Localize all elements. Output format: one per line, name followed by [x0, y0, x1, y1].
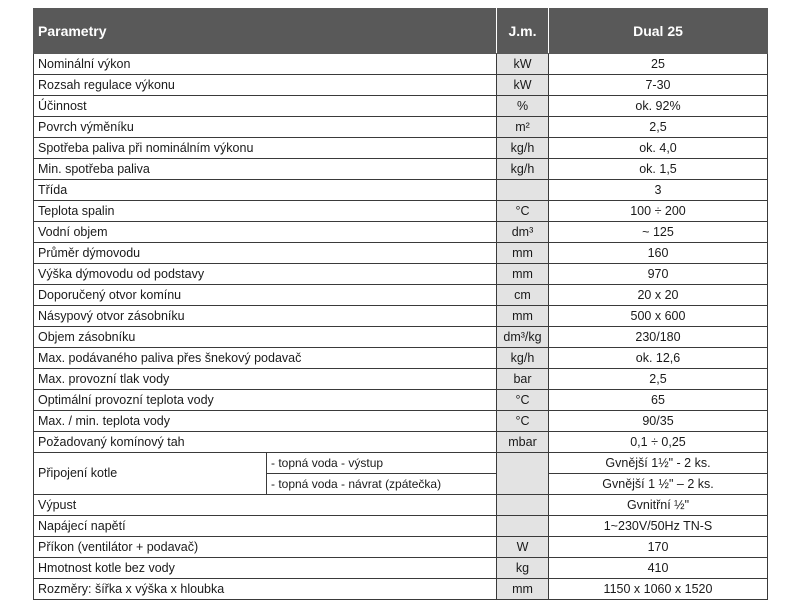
table-row [34, 390, 768, 411]
row-value: ok. 4,0 [549, 138, 768, 159]
table-row [34, 180, 768, 201]
row-value: 0,1 ÷ 0,25 [549, 432, 768, 453]
table-row [34, 222, 768, 243]
table-row [34, 306, 768, 327]
row-value: Gvnitřní ½" [549, 495, 768, 516]
row-value: 230/180 [549, 327, 768, 348]
row-unit: bar [497, 369, 549, 390]
row-unit: kW [497, 75, 549, 96]
row-value: 3 [549, 180, 768, 201]
table-row [34, 285, 768, 306]
row-param: Nominální výkon [34, 54, 497, 75]
row-value: 160 [549, 243, 768, 264]
row-unit: mbar [497, 432, 549, 453]
table-row [34, 54, 768, 75]
header-model-value: Dual 25 [549, 9, 768, 54]
row-param: Objem zásobníku [34, 327, 497, 348]
row-param: Účinnost [34, 96, 497, 117]
row-unit: % [497, 96, 549, 117]
row-sub-param: - topná voda - výstup [267, 453, 497, 474]
row-param: Napájecí napětí [34, 516, 497, 537]
row-unit: kg/h [497, 159, 549, 180]
header-unit: J.m. [497, 9, 549, 54]
row-unit: kW [497, 54, 549, 75]
table-row [34, 243, 768, 264]
row-unit: kg/h [497, 348, 549, 369]
row-unit: °C [497, 201, 549, 222]
row-value: ~ 125 [549, 222, 768, 243]
row-param: Doporučený otvor komínu [34, 285, 497, 306]
row-value: 2,5 [549, 369, 768, 390]
row-param: Max. / min. teplota vody [34, 411, 497, 432]
table-row [34, 453, 768, 474]
row-unit: mm [497, 579, 549, 600]
table-body-tail [34, 495, 768, 600]
row-value: ok. 1,5 [549, 159, 768, 180]
table-row [34, 96, 768, 117]
table-row [34, 159, 768, 180]
row-value: 1150 x 1060 x 1520 [549, 579, 768, 600]
row-value: 410 [549, 558, 768, 579]
row-value: 100 ÷ 200 [549, 201, 768, 222]
row-sub-param: - topná voda - návrat (zpátečka) [267, 474, 497, 495]
row-param: Max. provozní tlak vody [34, 369, 497, 390]
row-unit [497, 453, 549, 495]
table-row [34, 138, 768, 159]
table-row [34, 264, 768, 285]
row-value: 170 [549, 537, 768, 558]
row-unit [497, 516, 549, 537]
row-value: ok. 12,6 [549, 348, 768, 369]
row-param: Násypový otvor zásobníku [34, 306, 497, 327]
table-row [34, 495, 768, 516]
table-row [34, 327, 768, 348]
row-param: Rozměry: šířka x výška x hloubka [34, 579, 497, 600]
row-param: Max. podávaného paliva přes šnekový podavač [34, 348, 497, 369]
row-unit: °C [497, 390, 549, 411]
row-unit: kg/h [497, 138, 549, 159]
table-row [34, 558, 768, 579]
row-param: Povrch výměníku [34, 117, 497, 138]
row-param: Třída [34, 180, 497, 201]
row-param: Hmotnost kotle bez vody [34, 558, 497, 579]
table-header-row [34, 9, 768, 54]
row-value: 7-30 [549, 75, 768, 96]
row-unit: mm [497, 306, 549, 327]
row-value: 20 x 20 [549, 285, 768, 306]
row-param: Připojení kotle [34, 453, 267, 495]
row-param: Optimální provozní teplota vody [34, 390, 497, 411]
row-param: Spotřeba paliva při nominálním výkonu [34, 138, 497, 159]
row-unit: cm [497, 285, 549, 306]
row-unit: mm [497, 243, 549, 264]
row-param: Požadovaný komínový tah [34, 432, 497, 453]
row-unit: dm³ [497, 222, 549, 243]
row-unit: kg [497, 558, 549, 579]
row-value: 90/35 [549, 411, 768, 432]
row-value: 1~230V/50Hz TN-S [549, 516, 768, 537]
row-param: Vodní objem [34, 222, 497, 243]
table-row [34, 75, 768, 96]
row-value: Gvnější 1½" - 2 ks. [549, 453, 768, 474]
row-unit: dm³/kg [497, 327, 549, 348]
row-value: 970 [549, 264, 768, 285]
table-row [34, 201, 768, 222]
table-row [34, 348, 768, 369]
row-value: 2,5 [549, 117, 768, 138]
row-value: ok. 92% [549, 96, 768, 117]
parameters-table [33, 8, 768, 600]
row-value: 25 [549, 54, 768, 75]
table-row [34, 432, 768, 453]
connection-section [34, 453, 768, 495]
row-param: Výpust [34, 495, 497, 516]
table-row [34, 537, 768, 558]
row-unit: mm [497, 264, 549, 285]
row-value: 65 [549, 390, 768, 411]
table-row [34, 117, 768, 138]
table-row [34, 516, 768, 537]
table-body [34, 54, 768, 453]
table-row [34, 579, 768, 600]
table-row [34, 411, 768, 432]
header-parameters: Parametry [34, 9, 497, 54]
row-unit: m² [497, 117, 549, 138]
row-unit: W [497, 537, 549, 558]
row-value: 500 x 600 [549, 306, 768, 327]
row-param: Teplota spalin [34, 201, 497, 222]
row-param: Příkon (ventilátor + podavač) [34, 537, 497, 558]
row-unit [497, 495, 549, 516]
row-unit: °C [497, 411, 549, 432]
table-row [34, 369, 768, 390]
row-unit [497, 180, 549, 201]
row-param: Průměr dýmovodu [34, 243, 497, 264]
row-param: Min. spotřeba paliva [34, 159, 497, 180]
row-param: Rozsah regulace výkonu [34, 75, 497, 96]
row-value: Gvnější 1 ½" – 2 ks. [549, 474, 768, 495]
row-param: Výška dýmovodu od podstavy [34, 264, 497, 285]
